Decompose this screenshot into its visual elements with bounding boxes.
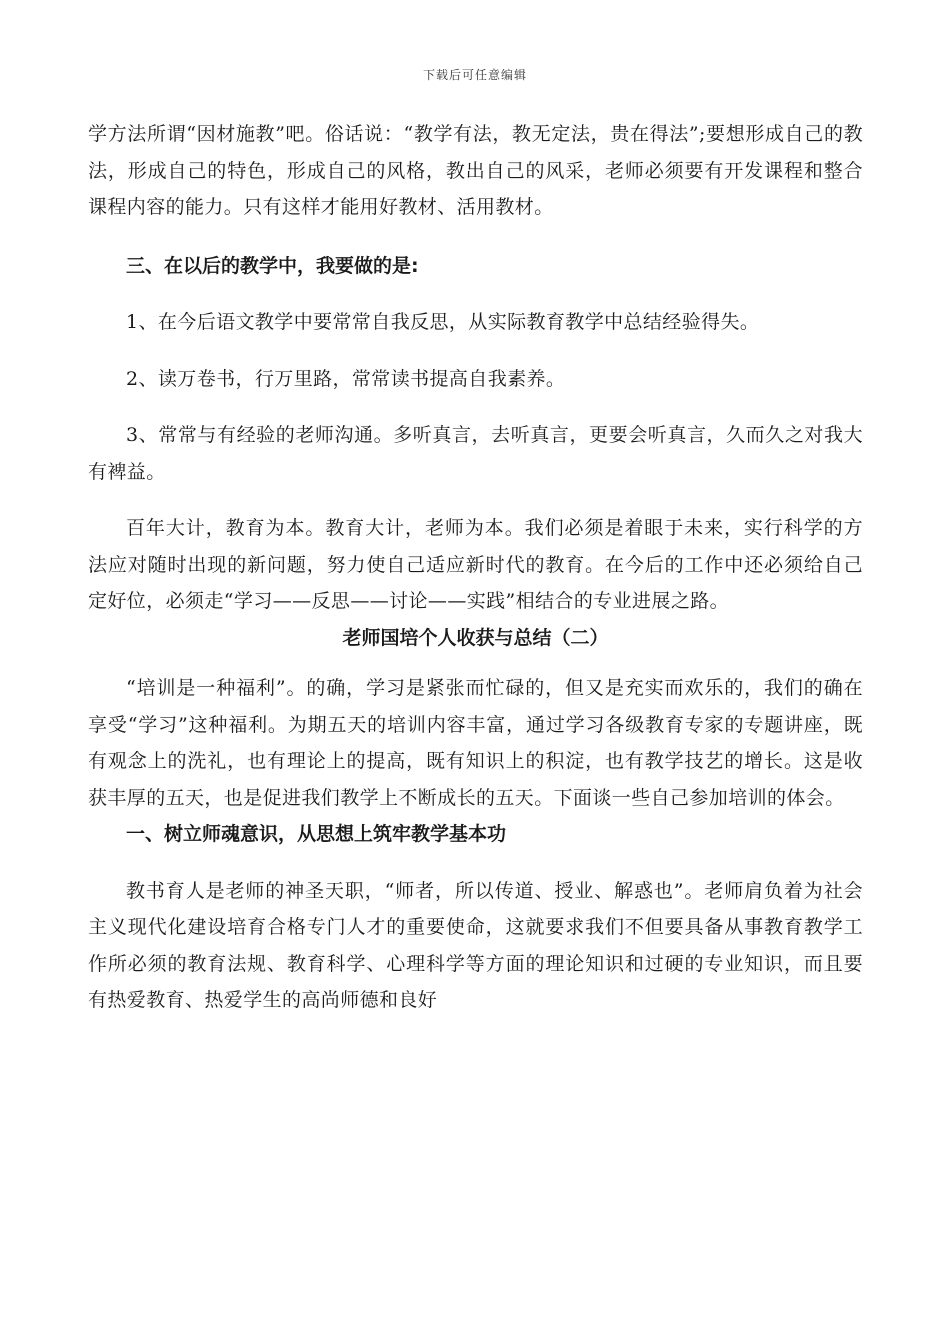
list-item-reading: 2、读万卷书，行万里路，常常读书提高自我素养。: [126, 367, 566, 390]
paragraph-training-benefit: “培训是一种福利”。的确，学习是紧张而忙碌的，但又是充实而欢乐的，我们的确在享受“学习”这种福利。为期五天的培训内容丰富，通过学习各级教育专家的专题讲座，既有观念上的洗礼，也有理论上的提高，既有知识上的积淀，也有教学技艺的增长。这是收获丰厚的五天，也是促进我们教学上不断成长的五天。下面谈一些自己参加培训的体会。: [88, 677, 863, 809]
header-note: 下载后可任意编辑: [422, 68, 527, 82]
paragraph-teaching-method: 学方法所谓“因材施教”吧。俗话说：“教学有法，教无定法，贵在得法”;要想形成自己的教法，形成自己的特色，形成自己的风格，教出自己的风采，老师必须要有开发课程和整合课程内容的能力。只有这样才能用好教材、活用教材。: [88, 123, 863, 218]
section-heading-teacher-spirit: 一、树立师魂意识，从思想上筑牢教学基本功: [126, 823, 507, 845]
list-item-communication: 3、常常与有经验的老师沟通。多听真言，去听真言，更要会听真言，久而久之对我大有裨益。: [88, 424, 863, 483]
paragraph-education-plan: 百年大计，教育为本。教育大计，老师为本。我们必须是着眼于未来，实行科学的方法应对随时出现的新问题，努力使自己适应新时代的教育。在今后的工作中还必须给自己定好位，必须走“学习——反思——讨论——实践”相结合的专业进展之路。: [88, 517, 863, 612]
section-title-part-two: 老师国培个人收获与总结（二）: [342, 626, 609, 649]
section-heading-future-plan: 三、在以后的教学中，我要做的是:: [126, 254, 419, 277]
list-item-reflection: 1、在今后语文教学中要常常自我反思，从实际教育教学中总结经验得失。: [126, 311, 760, 333]
paragraph-teacher-duty: 教书育人是老师的神圣天职，“师者，所以传道、授业、解惑也”。老师肩负着为社会主义现代化建设培育合格专门人才的重要使命，这就要求我们不但要具备从事教育教学工作所必须的教育法规、教育科学、心理科学等方面的理论知识和过硬的专业知识，而且要有热爱教育、热爱学生的高尚师德和良好: [88, 879, 863, 1011]
document-body: [88, 116, 863, 1019]
